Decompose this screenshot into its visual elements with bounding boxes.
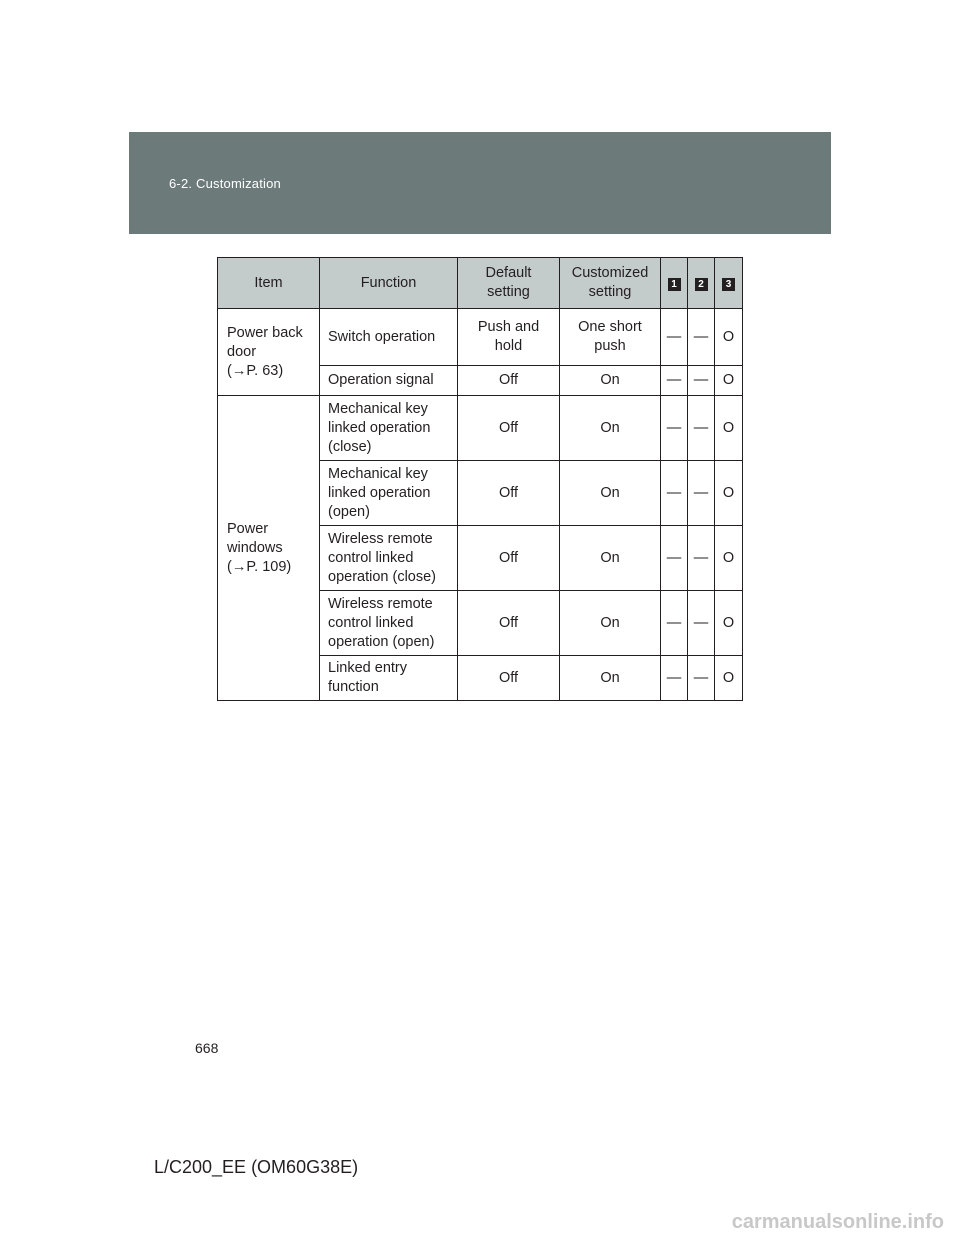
header-customized-setting: Customized setting bbox=[560, 258, 661, 309]
section-title: 6-2. Customization bbox=[169, 176, 281, 191]
table-header-row bbox=[218, 258, 743, 309]
customized-cell: On bbox=[560, 526, 661, 591]
column-2-cell: — bbox=[688, 309, 715, 366]
column-1-cell: — bbox=[661, 656, 688, 701]
header-band bbox=[129, 132, 831, 234]
customized-cell: On bbox=[560, 461, 661, 526]
customization-table bbox=[217, 257, 743, 701]
number-1-badge: 1 bbox=[668, 278, 681, 291]
table-row bbox=[218, 396, 743, 461]
function-cell: Mechanical key linked operation (close) bbox=[320, 396, 458, 461]
function-cell: Mechanical key linked operation (open) bbox=[320, 461, 458, 526]
column-3-cell: O bbox=[715, 366, 743, 396]
column-2-cell: — bbox=[688, 461, 715, 526]
column-1-cell: — bbox=[661, 526, 688, 591]
customized-cell: On bbox=[560, 656, 661, 701]
default-cell: Off bbox=[458, 396, 560, 461]
header-badge-2 bbox=[688, 258, 715, 309]
column-2-cell: — bbox=[688, 591, 715, 656]
column-1-cell: — bbox=[661, 396, 688, 461]
column-3-cell: O bbox=[715, 396, 743, 461]
default-cell: Push and hold bbox=[458, 309, 560, 366]
table-row bbox=[218, 309, 743, 366]
customized-cell: On bbox=[560, 396, 661, 461]
page-number: 668 bbox=[195, 1040, 219, 1056]
function-cell: Operation signal bbox=[320, 366, 458, 396]
item-power-back-door: Power back door (→P. 63) bbox=[218, 309, 320, 396]
number-3-badge: 3 bbox=[722, 278, 735, 291]
column-1-cell: — bbox=[661, 366, 688, 396]
default-cell: Off bbox=[458, 461, 560, 526]
default-cell: Off bbox=[458, 366, 560, 396]
header-item: Item bbox=[218, 258, 320, 309]
watermark[interactable]: carmanualsonline.info bbox=[731, 1211, 944, 1233]
document-code: L/C200_EE (OM60G38E) bbox=[154, 1157, 359, 1177]
default-cell: Off bbox=[458, 656, 560, 701]
column-3-cell: O bbox=[715, 591, 743, 656]
column-3-cell: O bbox=[715, 656, 743, 701]
column-3-cell: O bbox=[715, 526, 743, 591]
column-1-cell: — bbox=[661, 461, 688, 526]
column-3-cell: O bbox=[715, 309, 743, 366]
item-power-windows: Power windows (→P. 109) bbox=[218, 396, 320, 701]
column-1-cell: — bbox=[661, 309, 688, 366]
function-cell: Wireless remote control linked operation (close) bbox=[320, 526, 458, 591]
default-cell: Off bbox=[458, 591, 560, 656]
number-2-badge: 2 bbox=[695, 278, 708, 291]
customized-cell: One short push bbox=[560, 309, 661, 366]
customized-cell: On bbox=[560, 591, 661, 656]
column-2-cell: — bbox=[688, 396, 715, 461]
column-2-cell: — bbox=[688, 366, 715, 396]
header-default-setting: Default setting bbox=[458, 258, 560, 309]
function-cell: Linked entry function bbox=[320, 656, 458, 701]
column-3-cell: O bbox=[715, 461, 743, 526]
customized-cell: On bbox=[560, 366, 661, 396]
column-2-cell: — bbox=[688, 656, 715, 701]
header-function: Function bbox=[320, 258, 458, 309]
header-badge-1 bbox=[661, 258, 688, 309]
column-1-cell: — bbox=[661, 591, 688, 656]
function-cell: Switch operation bbox=[320, 309, 458, 366]
default-cell: Off bbox=[458, 526, 560, 591]
function-cell: Wireless remote control linked operation (open) bbox=[320, 591, 458, 656]
column-2-cell: — bbox=[688, 526, 715, 591]
header-badge-3 bbox=[715, 258, 743, 309]
